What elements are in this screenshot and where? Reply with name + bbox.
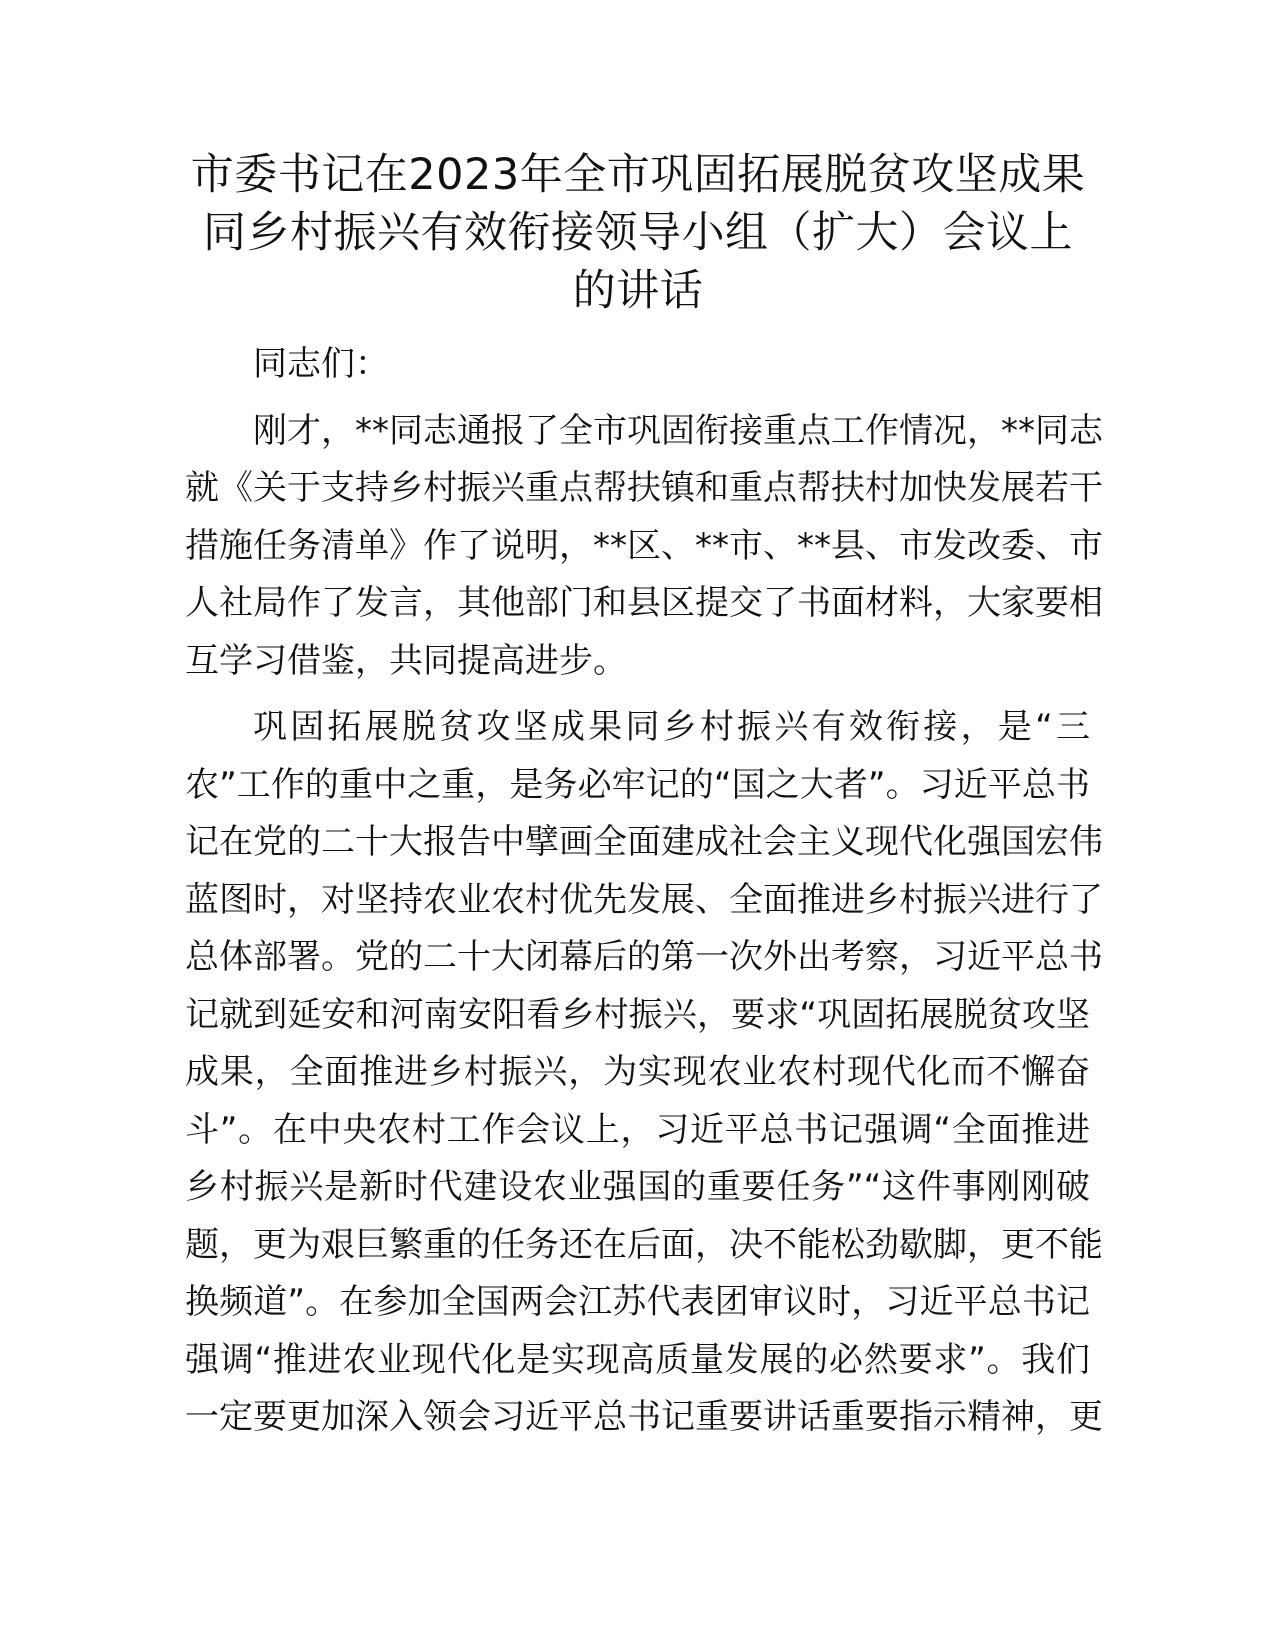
document-title bbox=[183, 146, 1093, 320]
title-line: 的讲话 bbox=[572, 266, 704, 316]
paragraph-line: 题，更为艰巨繁重的任务还在后面，决不能松劲歇脚，更不能 bbox=[185, 1224, 1103, 1265]
paragraph-line: 总体部署。党的二十大闭幕后的第一次外出考察，习近平总书 bbox=[185, 937, 1103, 977]
paragraph-line: 换频道”。在参加全国两会江苏代表团审议时，习近平总书记 bbox=[185, 1282, 1090, 1322]
paragraph-line: 就《关于支持乡村振兴重点帮扶镇和重点帮扶村加快发展若干 bbox=[185, 468, 1103, 508]
paragraph-line: 记在党的二十大报告中擘画全面建成社会主义现代化强国宏伟 bbox=[185, 822, 1103, 862]
title-line: 市委书记在2023年全市巩固拓展脱贫攻坚成果 bbox=[190, 150, 1086, 200]
greeting-text: 同志们： bbox=[253, 344, 389, 384]
paragraph-line: 措施任务清单》作了说明，**区、**市、**县、市发改委、市 bbox=[185, 525, 1103, 566]
paragraph-line: 巩固拓展脱贫攻坚成果同乡村振兴有效衔接，是“三 bbox=[253, 707, 1090, 747]
paragraph-line: 农”工作的重中之重，是务必牢记的“国之大者”。习近平总书 bbox=[185, 764, 1090, 805]
paragraph-line: 斗”。在中央农村工作会议上，习近平总书记强调“全面推进 bbox=[185, 1109, 1090, 1150]
paragraph-line: 一定要更加深入领会习近平总书记重要讲话重要指示精神，更 bbox=[185, 1397, 1103, 1437]
greeting bbox=[185, 336, 1090, 394]
paragraph-line: 强调“推进农业现代化是实现高质量发展的必然要求”。我们 bbox=[185, 1339, 1090, 1380]
paragraph-1 bbox=[185, 403, 1103, 691]
paragraph-line: 乡村振兴是新时代建设农业强国的重要任务”“这件事刚刚破 bbox=[185, 1167, 1090, 1207]
paragraph-line: 记就到延安和河南安阳看乡村振兴，要求“巩固拓展脱贫攻坚 bbox=[185, 994, 1090, 1035]
paragraph-line: 蓝图时，对坚持农业农村优先发展、全面推进乡村振兴进行了 bbox=[185, 879, 1103, 920]
title-line: 同乡村振兴有效衔接领导小组（扩大）会议上 bbox=[203, 208, 1073, 258]
paragraph-line: 刚才，**同志通报了全市巩固衔接重点工作情况，**同志 bbox=[253, 410, 1103, 451]
paragraph-line: 互学习借鉴，共同提高进步。 bbox=[185, 640, 627, 681]
paragraph-2 bbox=[185, 699, 1103, 1447]
document-body bbox=[185, 336, 1103, 1456]
paragraph-line: 人社局作了发言，其他部门和县区提交了书面材料，大家要相 bbox=[185, 583, 1103, 623]
paragraph-line: 成果，全面推进乡村振兴，为实现农业农村现代化而不懈奋 bbox=[185, 1052, 1090, 1092]
